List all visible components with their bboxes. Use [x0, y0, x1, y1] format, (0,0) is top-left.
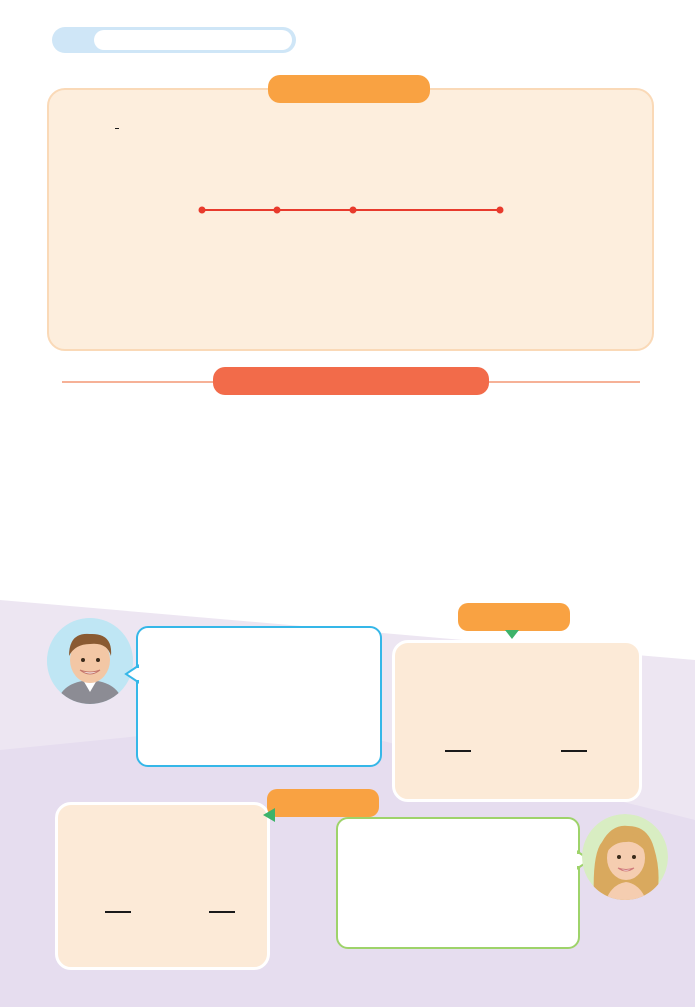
example-tag-2	[267, 789, 379, 817]
fraction-3-8	[103, 908, 133, 916]
fraction-3-4	[207, 908, 237, 916]
girl-avatar	[582, 814, 668, 900]
repetition-title	[213, 367, 489, 395]
speech-bubble-rule-1	[136, 626, 382, 767]
speech-tail-1	[124, 664, 140, 684]
task-961-line1	[109, 108, 649, 148]
point-c	[274, 207, 281, 214]
pie-3-4	[181, 814, 265, 898]
tag-pointer-1	[505, 630, 519, 640]
fraction-5-12	[443, 747, 473, 755]
point-m	[497, 207, 504, 214]
segment-diagram	[190, 183, 520, 219]
speech-bubble-rule-2	[336, 817, 580, 949]
fraction-one-half	[115, 128, 119, 129]
point-b	[350, 207, 357, 214]
fraction-7-12	[559, 747, 589, 755]
chapter-title	[94, 30, 292, 50]
pie-5-12	[414, 651, 500, 737]
point-a	[199, 207, 206, 214]
page-header	[52, 27, 296, 53]
pie-7-12	[530, 651, 616, 737]
interesting-tasks-title	[268, 75, 430, 103]
pie-3-8	[76, 814, 160, 898]
example-tag-1	[458, 603, 570, 631]
boy-avatar	[47, 618, 133, 704]
